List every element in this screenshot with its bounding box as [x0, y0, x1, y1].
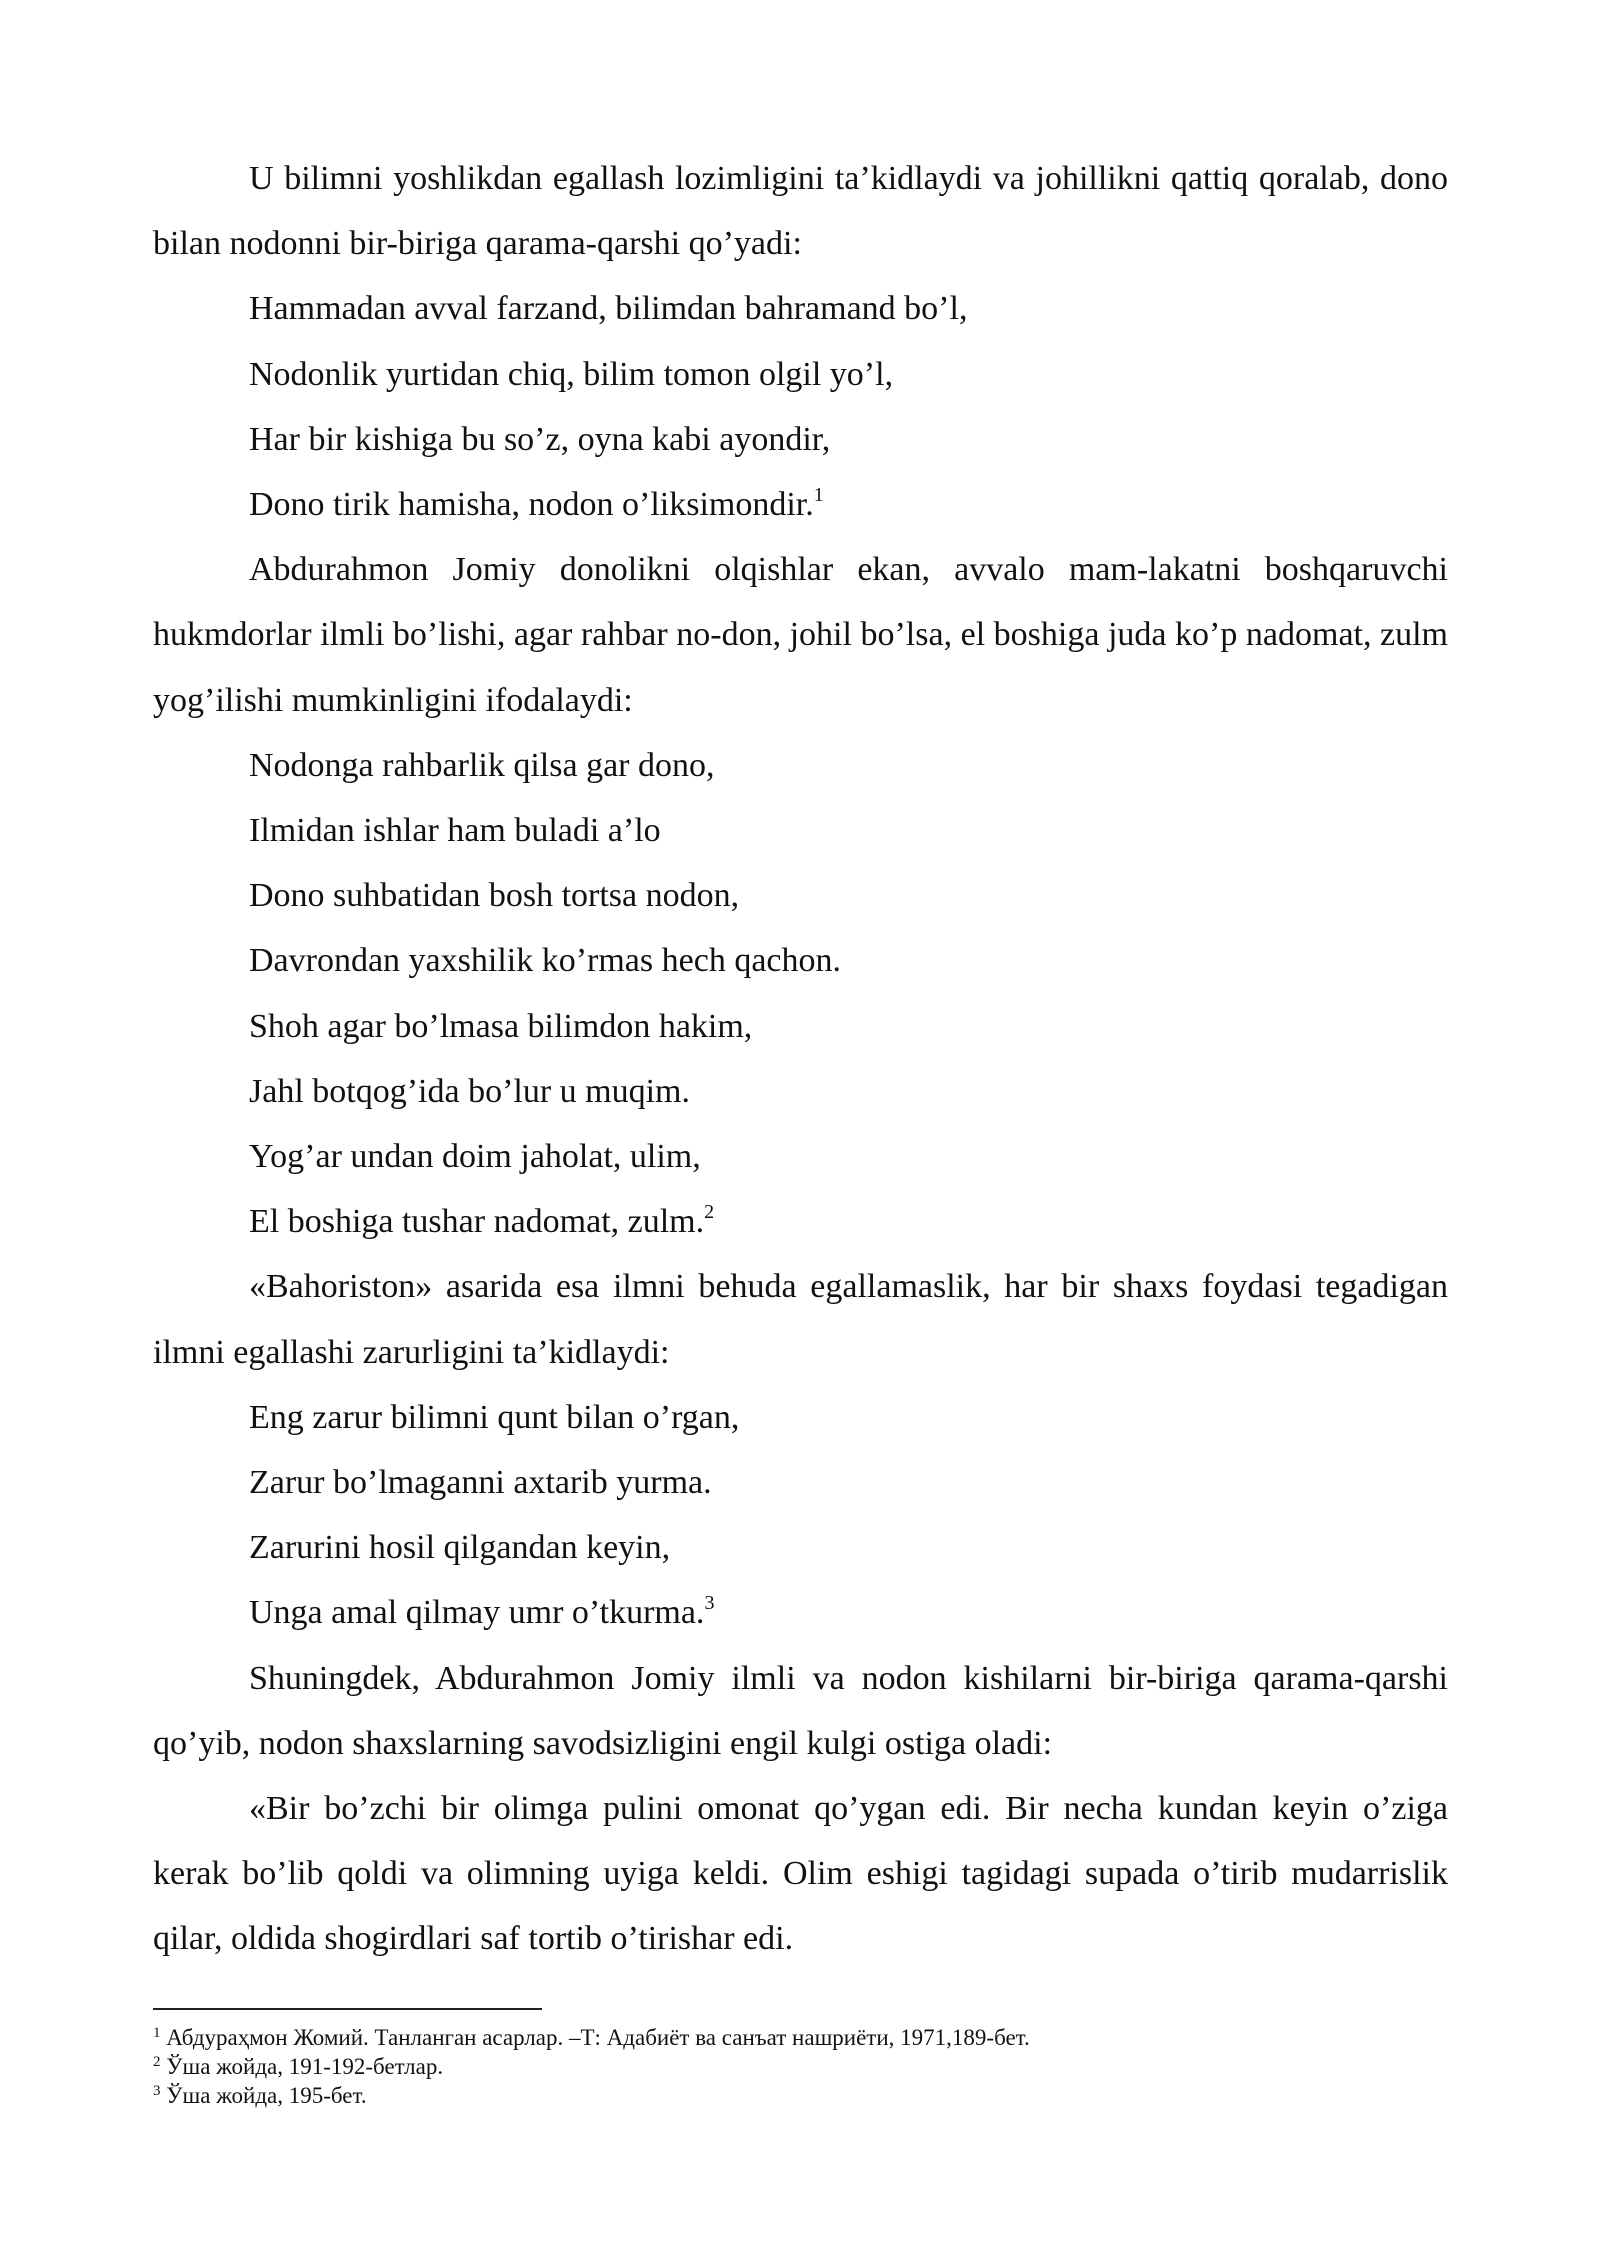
- verse-line: Eng zarur bilimni qunt bilan o’rgan,: [249, 1398, 740, 1436]
- verse-line: Yog’ar undan doim jaholat, ulim,: [249, 1138, 701, 1176]
- footnote-ref-2[interactable]: 2: [704, 1201, 715, 1224]
- paragraph-3: «Bahoriston» asarida esa ilmni behuda egallamaslik, har bir shaxs foydasi tegadigan ilmni egallashi zarurligini ta’kidlaydi:: [153, 1268, 1448, 1371]
- paragraph-5: «Bir bo’zchi bir olimga pulini omonat qo’ygan edi. Bir necha kundan keyin o’ziga kerak bo’lib qoldi va olimning uyiga keldi. Olim eshigi tagidagi supada o’tirib mudarrislik qilar, oldida shogirdlari saf tortib o’tirishar edi.: [153, 1790, 1448, 1958]
- verse-block-2: [153, 733, 1448, 1255]
- verse-line: Hammadan avval farzand, bilimdan bahramand bo’l,: [249, 290, 968, 328]
- verse-line-with-ref: [153, 1189, 1448, 1254]
- verse-block-3: [153, 1385, 1448, 1646]
- verse-line-text: El boshiga tushar nadomat, zulm.: [249, 1203, 705, 1241]
- footnote-1: [153, 2023, 1448, 2052]
- footnote-text: Ўша жойда, 191-192-бетлар.: [166, 2054, 444, 2079]
- main-text: [153, 146, 1448, 1972]
- paragraph-2: Abdurahmon Jomiy donolikni olqishlar ekan, avvalo mam-lakatni boshqaruvchi hukmdorlar ilmli bo’lishi, agar rahbar no-don, johil bo’lsa, el boshiga juda ko’p nadomat, zulm yog’ilishi mumkinligini ifodalaydi:: [153, 551, 1448, 719]
- footnote-3: [153, 2081, 1448, 2110]
- footnote-text: Ўша жойда, 195-бет.: [166, 2083, 367, 2108]
- footnote-number: 3: [153, 2083, 161, 2099]
- footnote-2: [153, 2052, 1448, 2081]
- verse-line: Har bir kishiga bu so’z, oyna kabi ayondir,: [249, 420, 831, 458]
- verse-line: Dono suhbatidan bosh tortsa nodon,: [249, 877, 740, 915]
- verse-line: Davrondan yaxshilik ko’rmas hech qachon.: [249, 942, 841, 980]
- verse-line: Shoh agar bo’lmasa bilimdon hakim,: [249, 1007, 753, 1045]
- verse-line: Nodonlik yurtidan chiq, bilim tomon olgil yo’l,: [249, 355, 894, 393]
- verse-line: Ilmidan ishlar ham buladi a’lo: [249, 812, 661, 850]
- footnote-number: 1: [153, 2025, 161, 2041]
- verse-line: Nodonga rahbarlik qilsa gar dono,: [249, 746, 715, 784]
- verse-line: Zarurini hosil qilgandan keyin,: [249, 1529, 671, 1567]
- verse-line-with-ref: [153, 472, 1448, 537]
- verse-block-1: [153, 276, 1448, 537]
- verse-line: Zarur bo’lmaganni axtarib yurma.: [249, 1464, 712, 1502]
- footnotes: [153, 2023, 1448, 2110]
- verse-line: Jahl botqog’ida bo’lur u muqim.: [249, 1072, 691, 1110]
- footnote-number: 2: [153, 2054, 161, 2070]
- footnote-text: Абдураҳмон Жомий. Танланган асарлар. –Т: Адабиёт ва санъат нашриёти, 1971,189-бет.: [166, 2025, 1030, 2050]
- verse-line-text: Dono tirik hamisha, nodon o’liksimondir.: [249, 486, 814, 524]
- footnote-separator: [153, 2008, 542, 2010]
- footnote-ref-3[interactable]: 3: [704, 1592, 715, 1615]
- verse-line-with-ref: [153, 1580, 1448, 1645]
- paragraph-1: U bilimni yoshlikdan egallash lozimligini ta’kidlaydi va johillikni qattiq qoralab, dono bilan nodonni bir-biriga qarama-qarshi qo’yadi:: [153, 160, 1448, 263]
- footnote-ref-1[interactable]: 1: [813, 484, 824, 507]
- verse-line-text: Unga amal qilmay umr o’tkurma.: [249, 1594, 705, 1632]
- paragraph-4: Shuningdek, Abdurahmon Jomiy ilmli va nodon kishilarni bir-biriga qarama-qarshi qo’yib, nodon shaxslarning savodsizligini engil kulgi ostiga oladi:: [153, 1659, 1448, 1762]
